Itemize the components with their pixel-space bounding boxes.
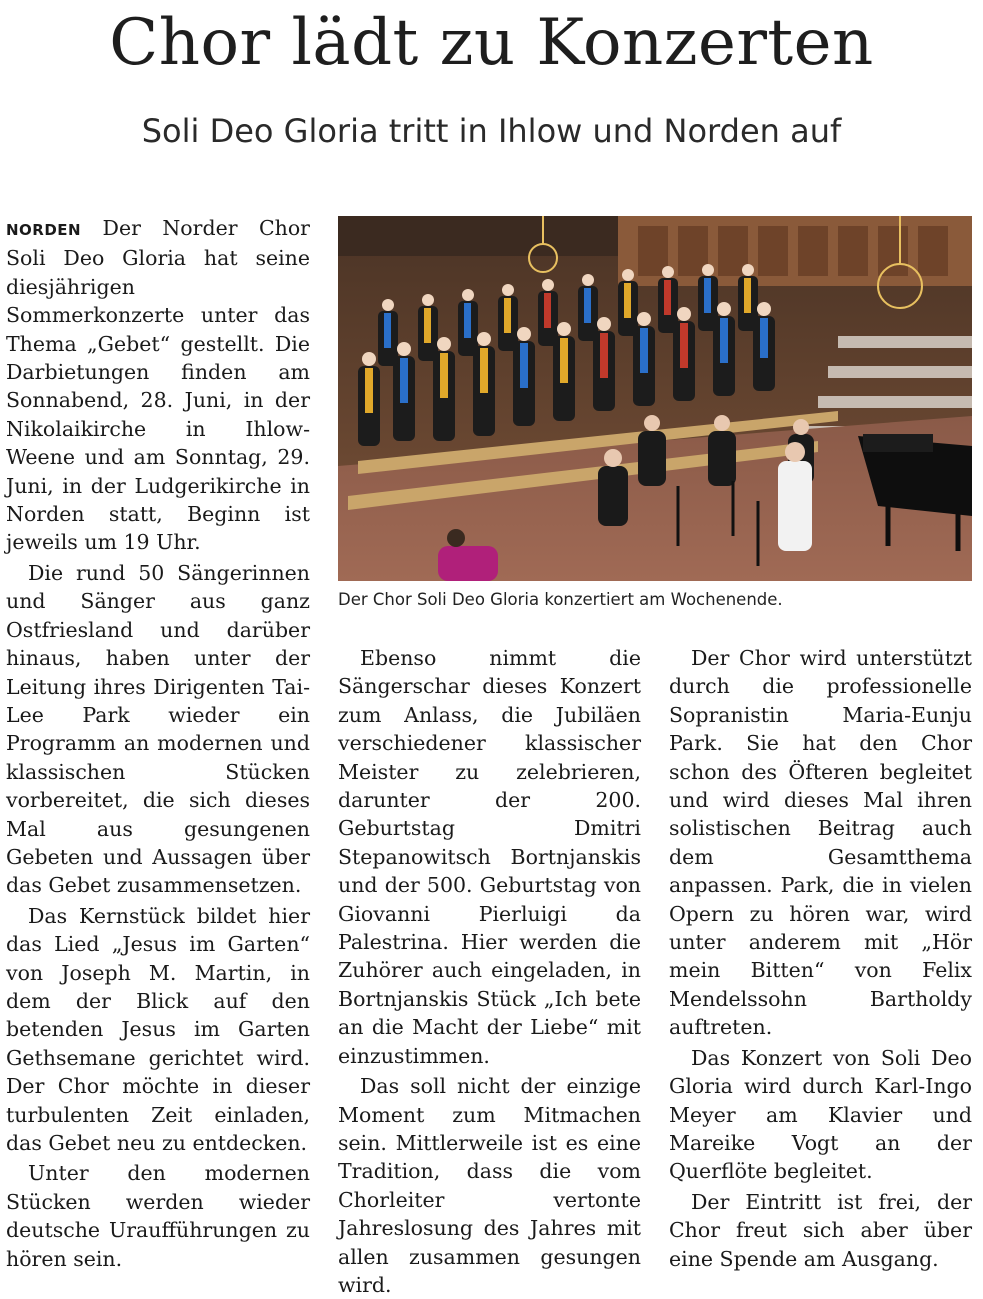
dateline: NORDEN [6,221,82,239]
paragraph: Das soll nicht der einzige Moment zum Mitmachen sein. Mittlerweile ist es eine Tradition, dass die vom Chorleiter vertonte Jahreslosung des Jahres mit allen zusammen gesungen wird. [338,1074,641,1297]
photo-caption: Der Chor Soli Deo Gloria konzertiert am Wochenende. [338,590,783,609]
paragraph: Der Chor wird unterstützt durch die professionelle Sopranistin Maria-Eunju Park. Sie hat den Chor schon des Öfteren begleitet und wird dieses Mal ihren solistischen Beitrag auch dem Gesamtthema anpassen. Park, die in vielen Opern zu hören war, wird unter anderem mit „Hör mein Bitten“ von Felix Mendelssohn Bartholdy auftreten. [669,646,972,1040]
article-column-2 [338,644,641,1299]
paragraph: Ebenso nimmt die Sängerschar dieses Konzert zum Anlass, die Jubiläen verschiedener klassischer Meister zu zelebrieren, darunter der 200. Geburtstag Dmitri Stepanowitsch Bortnjanskis und der 500. Geburtstag von Giovanni Pierluigi da Palestrina. Hier werden die Zuhörer auch eingeladen, in Bortnjanskis Stück „Ich bete an die Macht der Liebe“ mit einzustimmen. [338,646,641,1068]
choir-photo [338,216,972,581]
headline: Chor lädt zu Konzerten [109,6,874,80]
paragraph: Unter den modernen Stücken werden wieder deutsche Uraufführungen zu hören sein. [6,1161,310,1271]
paragraph: Die rund 50 Sängerinnen und Sänger aus ganz Ostfriesland und darüber hinaus, haben unter der Leitung ihres Dirigenten Tai-Lee Park wieder ein Programm an modernen und klassischen Stücken vorbereitet, die sich dieses Mal aus gesungenen Gebeten und Aussagen über das Gebet zusammensetzen. [6,560,310,898]
subheadline: Soli Deo Gloria tritt in Ihlow und Norden auf [141,112,842,150]
article-column-3 [669,644,972,1273]
paragraph [6,214,310,557]
article-column-1 [6,214,310,1273]
paragraph: Das Konzert von Soli Deo Gloria wird durch Karl-Ingo Meyer am Klavier und Mareike Vogt an der Querflöte begleitet. [669,1045,972,1184]
paragraph: Der Eintritt ist frei, der Chor freut sich aber über eine Spende am Ausgang. [669,1189,972,1271]
paragraph: Das Kernstück bildet hier das Lied „Jesus im Garten“ von Joseph M. Martin, in dem der Blick auf den betenden Jesus im Garten Gethsemane gerichtet wird. Der Chor möchte in dieser turbulenten Zeit einladen, das Gebet neu zu entdecken. [6,903,310,1155]
lead-text: Der Norder Chor Soli Deo Gloria hat seine diesjährigen Sommerkonzerte unter das Thema „Gebet“ gestellt. Die Darbietungen finden am Sonnabend, 28. Juni, in der Nikolaikirche in Ihlow-Weene und am Sonntag, 29. Juni, in der Ludgerikirche in Norden statt, Beginn ist jeweils um 19 Uhr. [6,216,310,555]
